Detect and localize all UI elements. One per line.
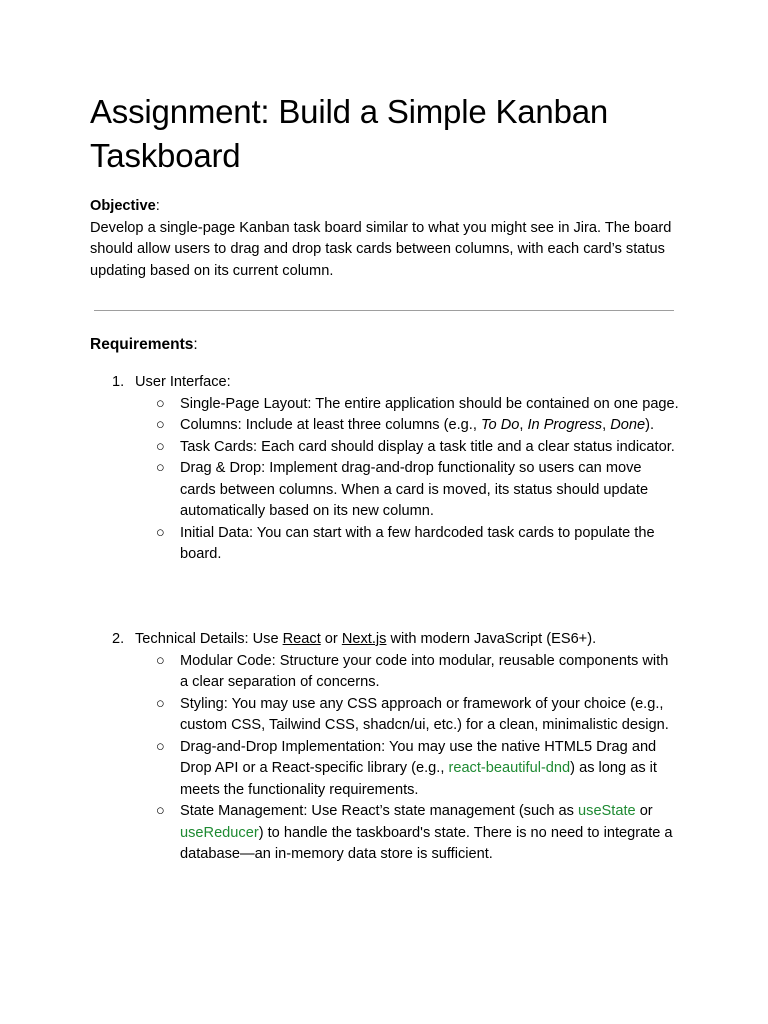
list-item-text: Task Cards: Each card should display a task title and a clear status indicator. bbox=[180, 438, 675, 455]
bullet-circle-icon: ○ bbox=[156, 417, 165, 433]
column-name-in-progress: In Progress bbox=[527, 417, 603, 433]
code-usestate: useState bbox=[578, 803, 636, 819]
section-label: User Interface: bbox=[135, 374, 231, 390]
sub-list bbox=[90, 394, 680, 566]
list-item-text-prefix: Drag-and-Drop Implementation: You may use the native HTML5 Drag and Drop API or a React-specific library (e.g., bbox=[180, 738, 657, 776]
list-item-text-suffix: ) to handle the taskboard's state. There is no need to integrate a database—an in-memory data store is sufficient. bbox=[180, 824, 673, 862]
bullet-circle-icon: ○ bbox=[156, 460, 165, 476]
objective-colon: : bbox=[155, 198, 160, 214]
objective-section bbox=[90, 196, 676, 282]
list-item-text: Styling: You may use any CSS approach or framework of your choice (e.g., custom CSS, Tailwind CSS, shadcn/ui, etc.) for a clean, minimalistic design. bbox=[180, 695, 669, 733]
list-item bbox=[90, 801, 680, 866]
sub-list bbox=[90, 651, 680, 866]
list-item-text: Modular Code: Structure your code into modular, reusable components with a clear separation of concerns. bbox=[180, 652, 669, 690]
separator: , bbox=[519, 417, 528, 433]
bullet-circle-icon: ○ bbox=[156, 695, 165, 712]
list-item-text: Drag & Drop: Implement drag-and-drop functionality so users can move cards between columns. When a card is moved, its status should update automatically based on its new column. bbox=[180, 460, 649, 519]
separator: , bbox=[602, 417, 611, 433]
list-item-text: Initial Data: You can start with a few hardcoded task cards to populate the board. bbox=[180, 524, 655, 562]
list-item-text-prefix: State Management: Use React’s state management (such as bbox=[180, 803, 579, 819]
requirement-section-technical-details bbox=[90, 629, 680, 866]
list-item bbox=[90, 694, 680, 737]
list-item bbox=[90, 523, 680, 566]
bullet-circle-icon: ○ bbox=[156, 438, 165, 455]
column-name-todo: To Do bbox=[480, 417, 520, 433]
horizontal-divider bbox=[94, 310, 674, 311]
list-item-text-mid: or bbox=[635, 803, 653, 819]
nextjs-link[interactable]: Next.js bbox=[341, 631, 387, 647]
section-label-mid: or bbox=[320, 631, 342, 647]
list-item bbox=[90, 651, 680, 694]
list-item-text-prefix: Columns: Include at least three columns (e.g., bbox=[180, 417, 481, 433]
objective-heading-line bbox=[90, 196, 676, 218]
list-item bbox=[90, 458, 680, 523]
bullet-circle-icon: ○ bbox=[156, 738, 165, 755]
react-link[interactable]: React bbox=[282, 631, 321, 647]
section-number: 1. bbox=[112, 374, 125, 390]
bullet-circle-icon: ○ bbox=[156, 395, 165, 412]
requirements-heading: Requirements bbox=[90, 336, 194, 353]
code-usereducer: useReducer bbox=[180, 824, 259, 841]
list-item-text-suffix: ) as long as it meets the functionality requirements. bbox=[180, 760, 657, 798]
requirements-heading-line bbox=[90, 334, 198, 356]
list-item bbox=[90, 415, 680, 437]
section-heading-line bbox=[90, 629, 680, 651]
code-react-beautiful-dnd: react-beautiful-dnd bbox=[448, 760, 571, 776]
objective-heading: Objective bbox=[90, 198, 156, 214]
list-item bbox=[90, 437, 680, 459]
requirement-section-user-interface bbox=[90, 372, 680, 566]
bullet-circle-icon: ○ bbox=[156, 524, 165, 541]
section-heading-line bbox=[90, 372, 680, 394]
list-item bbox=[90, 394, 680, 416]
section-label-prefix: Technical Details: Use bbox=[135, 631, 283, 647]
requirements-colon: : bbox=[193, 336, 198, 353]
section-label-suffix: with modern JavaScript (ES6+). bbox=[386, 631, 597, 647]
list-item bbox=[90, 737, 680, 802]
section-number: 2. bbox=[112, 631, 125, 647]
column-name-done: Done bbox=[610, 417, 646, 433]
list-item-text-suffix: ). bbox=[645, 417, 655, 433]
list-item-text: Single-Page Layout: The entire application should be contained on one page. bbox=[180, 395, 679, 412]
objective-text: Develop a single-page Kanban task board similar to what you might see in Jira. The board should allow users to drag and drop task cards between columns, with each card’s status updating based on its current column. bbox=[90, 219, 672, 279]
bullet-circle-icon: ○ bbox=[156, 803, 165, 819]
bullet-circle-icon: ○ bbox=[156, 652, 165, 669]
document-title: Assignment: Build a Simple Kanban Taskboard bbox=[90, 93, 609, 174]
